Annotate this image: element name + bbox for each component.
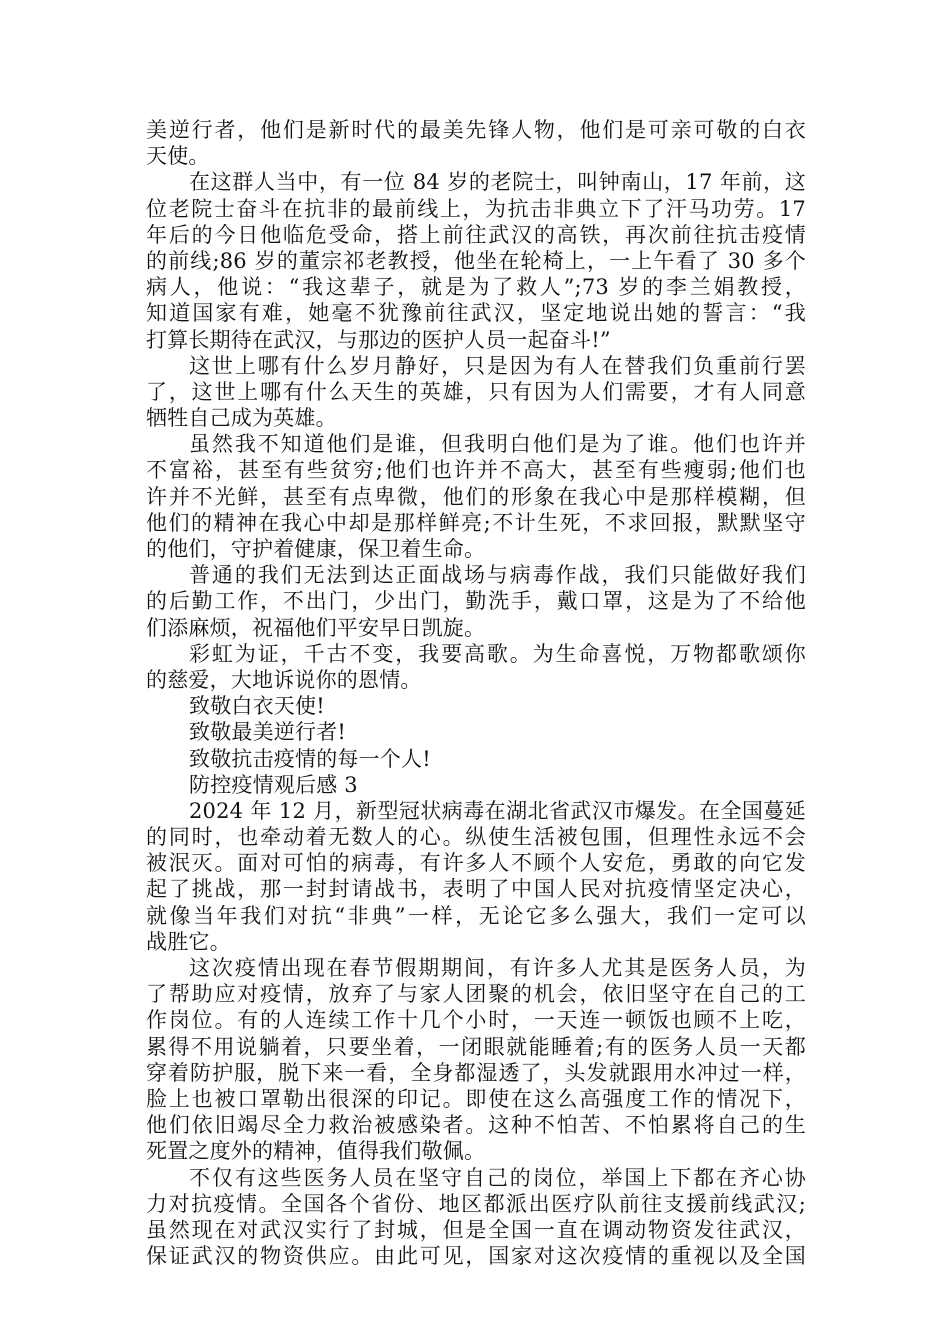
text-line: 的慈爱，大地诉说你的恩情。 — [146, 667, 422, 692]
text-line: 保证武汉的物资供应。由此可见，国家对这次疫情的重视以及全国 — [146, 1244, 806, 1269]
text-line: 彩虹为证，千古不变，我要高歌。为生命喜悦，万物都歌颂你 — [189, 641, 806, 666]
text-line: 不仅有这些医务人员在坚守自己的岗位，举国上下都在齐心协 — [189, 1165, 806, 1190]
text-line: 战胜它。 — [146, 929, 231, 954]
text-line: 作岗位。有的人连续工作十几个小时，一天连一顿饭也顾不上吃， — [146, 1008, 806, 1033]
text-line: 累得不用说躺着，只要坐着，一闭眼就能睡着;有的医务人员一天都 — [146, 1034, 806, 1059]
text-line: 了，这世上哪有什么天生的英雄，只有因为人们需要，才有人同意 — [146, 379, 806, 404]
text-line: 致敬抗击疫情的每一个人! — [189, 746, 431, 771]
text-line: 穿着防护服，脱下来一看，全身都湿透了，头发就跟用水冲过一样， — [146, 1060, 806, 1085]
text-line: 力对抗疫情。全国各个省份、地区都派出医疗队前往支援前线武汉; — [146, 1191, 806, 1216]
document-body — [146, 117, 806, 1269]
text-line: 位老院士奋斗在抗非的最前线上，为抗击非典立下了汗马功劳。17 — [146, 196, 806, 221]
text-line: 病人，他说：“我这辈子，就是为了救人”;73 岁的李兰娟教授， — [146, 275, 806, 300]
text-line: 致敬最美逆行者! — [189, 720, 347, 745]
text-line: 致敬白衣天使! — [189, 694, 325, 719]
text-line: 虽然我不知道他们是谁，但我明白他们是为了谁。他们也许并 — [189, 432, 806, 457]
text-line: 他们依旧竭尽全力救治被感染者。这种不怕苦、不怕累将自己的生 — [146, 1113, 806, 1138]
text-line: 许并不光鲜，甚至有点卑微，他们的形象在我心中是那样模糊，但 — [146, 484, 806, 509]
text-line: 年后的今日他临危受命，搭上前往武汉的高铁，再次前往抗击疫情 — [146, 222, 806, 247]
text-line: 被泯灭。面对可怕的病毒，有许多人不顾个人安危，勇敢的向它发 — [146, 851, 806, 876]
text-line: 美逆行者，他们是新时代的最美先锋人物，他们是可亲可敬的白衣 — [146, 118, 806, 142]
text-line: 死置之度外的精神，值得我们敬佩。 — [146, 1139, 486, 1164]
text-line: 们添麻烦，祝福他们平安早日凯旋。 — [146, 615, 486, 640]
text-line: 的前线;86 岁的董宗祁老教授，他坐在轮椅上，一上午看了 30 多个 — [146, 248, 806, 273]
text-line: 这世上哪有什么岁月静好，只是因为有人在替我们负重前行罢 — [189, 353, 806, 378]
text-line: 2024 年 12 月，新型冠状病毒在湖北省武汉市爆发。在全国蔓延 — [189, 798, 806, 823]
text-line: 的后勤工作，不出门，少出门，勤洗手，戴口罩，这是为了不给他 — [146, 589, 806, 614]
text-line: 的他们，守护着健康，保卫着生命。 — [146, 537, 486, 561]
text-line: 起了挑战，那一封封请战书，表明了中国人民对抗疫情坚定决心， — [146, 877, 806, 902]
text-line: 牺牲自己成为英雄。 — [146, 406, 337, 431]
text-line: 知道国家有难，她毫不犹豫前往武汉，坚定地说出她的誓言：“我 — [146, 301, 806, 326]
text-line: 脸上也被口罩勒出很深的印记。即使在这么高强度工作的情况下， — [146, 1086, 806, 1111]
text-line: 的同时，也牵动着无数人的心。纵使生活被包围，但理性永远不会 — [146, 825, 806, 850]
text-line: 在这群人当中，有一位 84 岁的老院士，叫钟南山，17 年前，这 — [189, 170, 806, 195]
text-line: 防控疫情观后感 3 — [189, 772, 358, 797]
text-line: 他们的精神在我心中却是那样鲜亮;不计生死，不求回报，默默坚守 — [146, 510, 806, 535]
text-line: 这次疫情出现在春节假期期间，有许多人尤其是医务人员，为 — [189, 956, 806, 980]
text-line: 普通的我们无法到达正面战场与病毒作战，我们只能做好我们 — [189, 563, 806, 588]
text-line: 打算长期待在武汉，与那边的医护人员一起奋斗!” — [146, 327, 611, 352]
text-line: 不富裕，甚至有些贫穷;他们也许并不高大，甚至有些瘦弱;他们也 — [146, 458, 806, 483]
text-line: 了帮助应对疫情，放弃了与家人团聚的机会，依旧坚守在自己的工 — [146, 982, 806, 1007]
text-line: 天使。 — [146, 144, 210, 169]
text-line: 虽然现在对武汉实行了封城，但是全国一直在调动物资发往武汉， — [146, 1217, 806, 1242]
text-line: 就像当年我们对抗“非典”一样，无论它多么强大，我们一定可以 — [146, 903, 806, 928]
